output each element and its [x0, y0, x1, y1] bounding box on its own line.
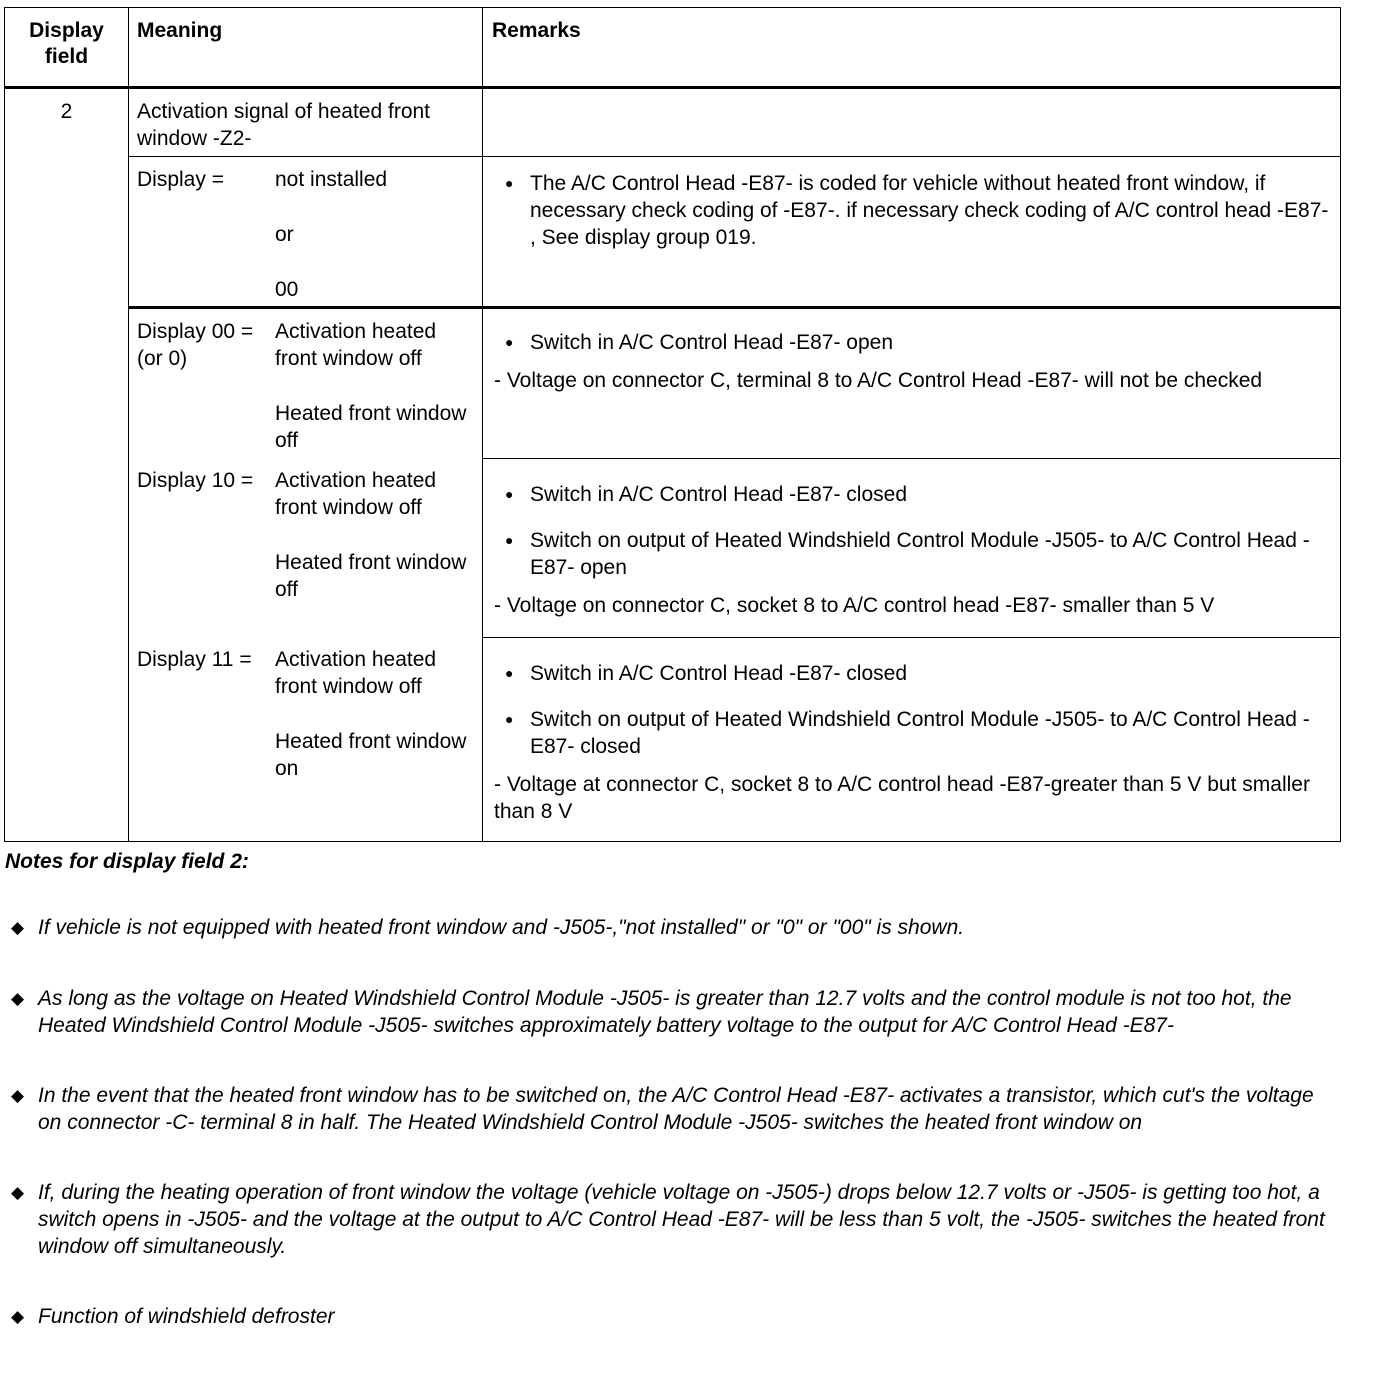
remark-text: Switch on output of Heated Windshield Control Module -J505- to A/C Control Head -E87- open	[530, 528, 1310, 579]
header-meaning: Meaning	[129, 8, 483, 88]
list-item	[494, 170, 1332, 251]
display-label: Display 10 =	[137, 469, 254, 492]
bullet-icon: ●	[505, 485, 514, 502]
remark-text: Switch on output of Heated Windshield Control Module -J505- to A/C Control Head -E87- closed	[530, 707, 1310, 758]
note-text: In the event that the heated front window has to be switched on, the A/C Control Head -E87- activates a transistor, which cut's the voltage on connector -C- terminal 8 in half. The Heated Windshield Control Module -J505- switches the heated front window on	[38, 1084, 1314, 1134]
table-header-row	[5, 8, 1341, 88]
list-item	[5, 1082, 1335, 1136]
diamond-bullet-icon: ◆	[11, 989, 25, 1008]
display-value: Activation heated front window off	[275, 648, 437, 698]
display-value: Activation heated front window off	[275, 320, 437, 370]
display-field-table	[4, 7, 1341, 842]
list-item	[5, 914, 1335, 941]
list-item	[494, 481, 1332, 508]
note-text: Function of windshield defroster	[38, 1305, 335, 1328]
display-value: Heated front window on	[275, 730, 467, 780]
bullet-icon: ●	[505, 664, 514, 681]
diamond-bullet-icon: ◆	[11, 1307, 25, 1326]
bullet-icon: ●	[505, 334, 514, 350]
table-row	[5, 458, 1341, 637]
diamond-bullet-icon: ◆	[11, 1183, 25, 1202]
display-label: Display 11 =	[137, 648, 252, 671]
remark-text: Switch in A/C Control Head -E87- open	[530, 331, 894, 354]
remarks-cell	[483, 157, 1341, 308]
diamond-bullet-icon: ◆	[11, 1086, 25, 1105]
field-meaning: Activation signal of heated front window -Z2-	[129, 88, 483, 157]
remark-note: - Voltage at connector C, socket 8 to A/C control head -E87-greater than 5 V but smaller than 8 V	[494, 772, 1310, 823]
bullet-icon: ●	[505, 175, 514, 191]
notes-section	[5, 848, 1335, 1330]
display-value: 00	[275, 278, 299, 301]
display-field-number: 2	[5, 88, 129, 842]
meaning-cell	[129, 458, 483, 637]
display-label: Display 00 = (or 0)	[137, 320, 254, 370]
remark-text: Switch in A/C Control Head -E87- closed	[530, 482, 908, 506]
display-value: Heated front window off	[275, 402, 467, 452]
remarks-cell	[483, 637, 1341, 842]
list-item	[5, 1303, 1335, 1330]
note-text: If, during the heating operation of front window the voltage (vehicle voltage on -J505-) drops below 12.7 volts or -J505- is getting too hot, a switch opens in -J505- and the voltage at the output to A/C Control Head -E87- will be less than 5 volt, the -J505- switches the heated front window off simultaneously.	[38, 1181, 1325, 1258]
meaning-cell	[129, 157, 483, 308]
remark-note: - Voltage on connector C, socket 8 to A/C control head -E87- smaller than 5 V	[494, 593, 1215, 617]
bullet-icon: ●	[505, 710, 514, 727]
meaning-cell	[129, 637, 483, 842]
remark-text: Switch in A/C Control Head -E87- closed	[530, 661, 908, 685]
table-row	[5, 637, 1341, 842]
empty-remark	[483, 88, 1341, 157]
list-item	[5, 985, 1335, 1039]
diamond-bullet-icon: ◆	[11, 918, 25, 937]
list-item	[494, 706, 1332, 760]
display-value: not installed	[275, 168, 388, 191]
display-value: Heated front window off	[275, 551, 467, 601]
list-item	[494, 660, 1332, 687]
remark-text: The A/C Control Head -E87- is coded for vehicle without heated front window, if necessary check coding of -E87-. if necessary check coding of A/C control head -E87- , See display group 019.	[530, 172, 1329, 249]
remarks-cell	[483, 308, 1341, 459]
remark-note: - Voltage on connector C, terminal 8 to A/C Control Head -E87- will not be checked	[494, 369, 1263, 392]
note-text: As long as the voltage on Heated Windshield Control Module -J505- is greater than 12.7 volts and the control module is not too hot, the Heated Windshield Control Module -J505- switches approximately battery voltage to the output for A/C Control Head -E87-	[38, 987, 1292, 1037]
table-row	[5, 308, 1341, 459]
table-row	[5, 88, 1341, 157]
display-value: Activation heated front window off	[275, 469, 437, 519]
display-value: or	[275, 223, 294, 246]
header-display-field: Display field	[5, 8, 129, 88]
list-item	[5, 1179, 1335, 1260]
table-row	[5, 157, 1341, 308]
meaning-cell	[129, 308, 483, 459]
list-item	[494, 527, 1332, 581]
list-item	[494, 329, 1332, 356]
header-remarks: Remarks	[483, 8, 1341, 88]
note-text: If vehicle is not equipped with heated front window and -J505-,"not installed" or "0" or "00" is shown.	[38, 916, 965, 939]
notes-title: Notes for display field 2:	[5, 850, 249, 873]
display-label: Display =	[137, 168, 224, 191]
bullet-icon: ●	[505, 531, 514, 548]
remarks-cell	[483, 458, 1341, 637]
